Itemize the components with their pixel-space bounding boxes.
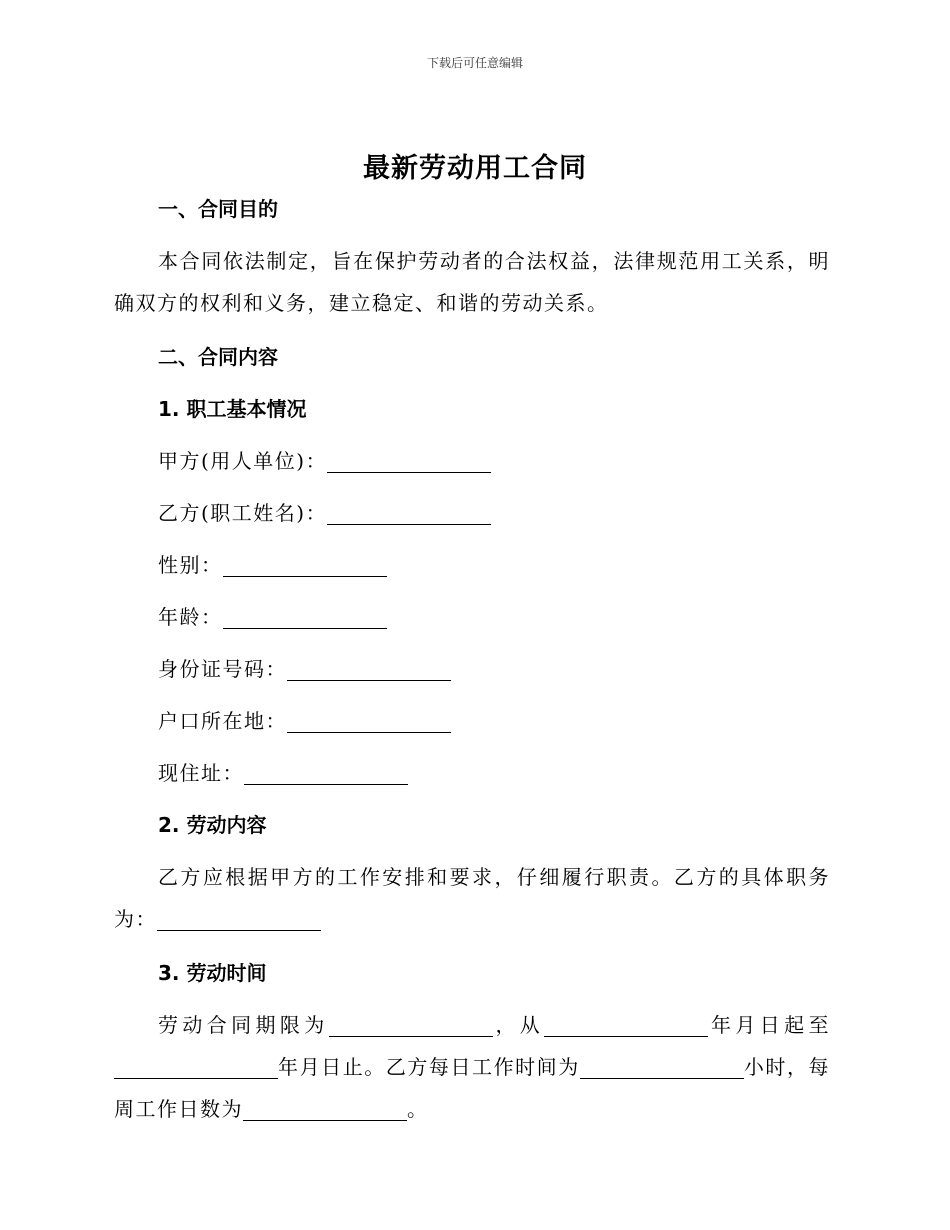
party-b-blank[interactable] [327,496,491,525]
daily-hours-blank[interactable] [580,1050,744,1079]
section-heading-content: 二、合同内容 [158,345,278,369]
party-a-blank[interactable] [327,444,491,473]
field-id-number-label: 身份证号码： [158,657,287,681]
field-gender-label: 性别： [158,553,223,577]
work-time-text-3: 年月日起至 [708,1013,831,1037]
field-hukou [114,700,830,742]
hukou-blank[interactable] [287,704,451,733]
work-time-text-5: 小时，每周工作日数为 [114,1055,831,1121]
age-blank[interactable] [223,600,387,629]
field-age-label: 年龄： [158,605,223,629]
field-gender [114,544,830,586]
field-address-label: 现住址： [158,761,244,785]
field-party-a [114,440,830,482]
work-time-text-2: ，从 [492,1013,545,1037]
document-title: 最新劳动用工合同 [363,153,587,184]
work-time-text-4: 年月日止。乙方每日工作时间为 [278,1055,580,1079]
work-time-text-6: 。 [407,1097,429,1121]
field-party-b [114,492,830,534]
end-date-blank[interactable] [114,1050,278,1079]
gender-blank[interactable] [223,548,387,577]
work-time-paragraph [114,1004,830,1130]
address-blank[interactable] [244,756,408,785]
contract-term-blank[interactable] [329,1008,493,1037]
subheading-work-content: 2. 劳动内容 [158,813,267,837]
field-id-number [114,648,830,690]
field-address [114,752,830,794]
header-note: 下载后可任意编辑 [426,56,523,70]
field-hukou-label: 户口所在地： [158,709,287,733]
field-party-b-label: 乙方(职工姓名)： [158,501,328,525]
purpose-paragraph: 本合同依法制定，旨在保护劳动者的合法权益，法律规范用工关系，明确双方的权利和义务，建立稳定、和谐的劳动关系。 [114,249,830,315]
work-time-text-1: 劳动合同期限为 [158,1013,329,1037]
work-content-paragraph [114,856,830,940]
id-number-blank[interactable] [287,652,451,681]
weekly-days-blank[interactable] [243,1092,407,1121]
field-party-a-label: 甲方(用人单位)： [158,449,328,473]
document-body [114,188,830,1130]
subheading-work-time: 3. 劳动时间 [158,961,267,985]
field-age [114,596,830,638]
start-date-blank[interactable] [544,1008,708,1037]
subheading-basic-info: 1. 职工基本情况 [158,397,307,421]
work-content-text: 乙方应根据甲方的工作安排和要求，仔细履行职责。乙方的具体职务为： [114,865,830,931]
position-blank[interactable] [157,902,321,931]
section-heading-purpose: 一、合同目的 [158,197,278,221]
